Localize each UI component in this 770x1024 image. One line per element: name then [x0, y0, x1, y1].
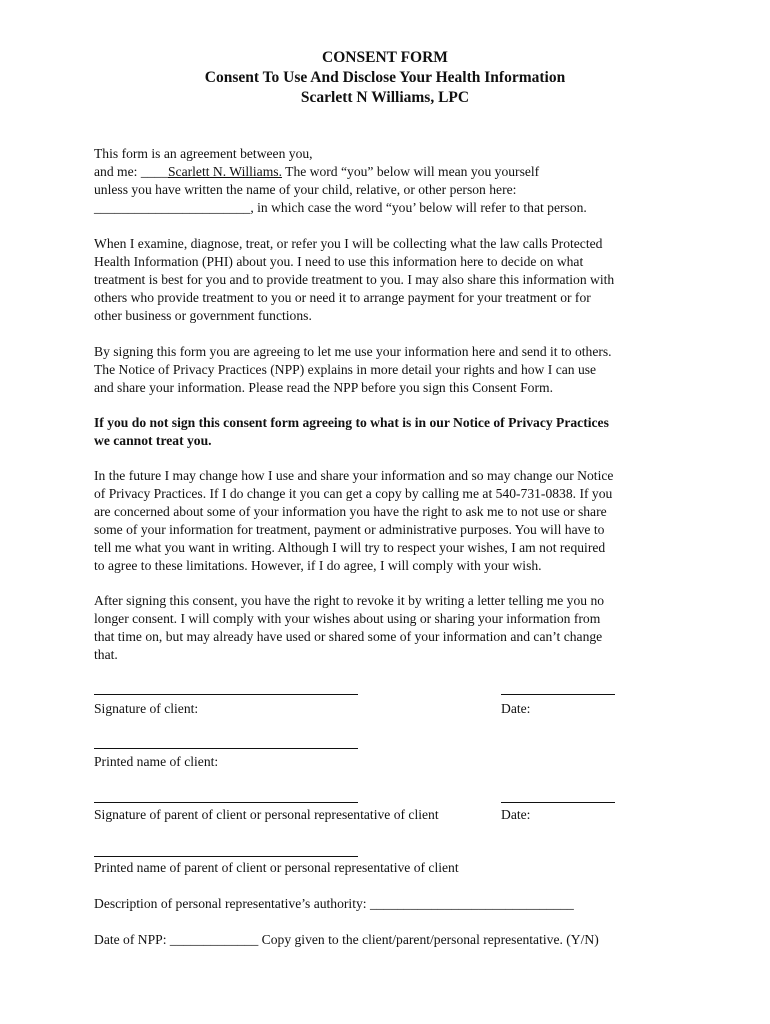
provider-name: Scarlett N Williams, LPC — [300, 89, 470, 106]
client-printed-name-line[interactable] — [94, 748, 358, 749]
paragraph-line: After signing this consent, you have the right to revoke it by writing a letter telling me you no — [94, 593, 605, 608]
paragraph-line: Health Information (PHI) about you. I need to use this information here to decide on what — [94, 254, 584, 269]
paragraph-line: that. — [94, 647, 118, 662]
paragraph-line: some of your information for treatment, payment or administrative purposes. You will have to — [94, 522, 605, 537]
rep-date-label: Date: — [501, 807, 531, 822]
paragraph-line: In the future I may change how I use and share your information and so may change our Notice — [94, 468, 614, 483]
form-header — [0, 48, 770, 108]
paragraph-line: tell me what you want in writing. Although I will try to respect your wishes, I am not required — [94, 540, 606, 555]
warning-paragraph — [94, 414, 694, 450]
form-subtitle: Consent To Use And Disclose Your Health Information — [204, 69, 566, 86]
intro-line — [94, 163, 694, 181]
client-printed-name-label: Printed name of client: — [94, 754, 219, 769]
intro-suffix: The word “you” below will mean you yourself — [281, 164, 540, 179]
client-date-label: Date: — [501, 701, 531, 716]
collection-paragraph — [94, 235, 694, 325]
paragraph-line: other business or government functions. — [94, 308, 312, 323]
paragraph-line: The Notice of Privacy Practices (NPP) explains in more detail your rights and how I can use — [94, 362, 597, 377]
rep-printed-name-label: Printed name of parent of client or personal representative of client — [94, 860, 459, 875]
paragraph-line: others who provide treatment to you or need it to arrange payment for your treatment or for — [94, 290, 591, 305]
client-date-line[interactable] — [501, 694, 615, 695]
future-changes-paragraph — [94, 467, 694, 575]
therapist-name-field[interactable]: Scarlett N. Williams. — [168, 164, 282, 179]
paragraph-line: we cannot treat you. — [94, 433, 212, 448]
other-person-name-field[interactable]: _______________________, in which case the word “you’ below will refer to that person. — [94, 200, 587, 215]
client-signature-label: Signature of client: — [94, 701, 199, 716]
rep-signature-line[interactable] — [94, 802, 358, 803]
rep-printed-name-line[interactable] — [94, 856, 358, 857]
paragraph-line: that time on, but may already have used or shared some of your information and can’t change — [94, 629, 603, 644]
client-signature-line[interactable] — [94, 694, 358, 695]
form-title: CONSENT FORM — [322, 49, 448, 66]
intro-line: unless you have written the name of your child, relative, or other person here: — [94, 182, 517, 197]
paragraph-line: and share your information. Please read the NPP before you sign this Consent Form. — [94, 380, 553, 395]
paragraph-line: If you do not sign this consent form agreeing to what is in our Notice of Privacy Practices — [94, 415, 609, 430]
rep-signature-label: Signature of parent of client or personal representative of client — [94, 807, 439, 822]
intro-paragraph — [94, 145, 694, 217]
intro-line: This form is an agreement between you, — [94, 146, 313, 161]
rep-date-line[interactable] — [501, 802, 615, 803]
paragraph-line: are concerned about some of your information you have the right to ask me to not use or share — [94, 504, 607, 519]
rep-authority-field[interactable]: Description of personal representative’s authority: ______________________________ — [94, 896, 574, 911]
paragraph-line: treatment is best for you and to provide treatment to you. I may also share this information with — [94, 272, 615, 287]
intro-prefix: and me: — [94, 164, 141, 179]
signing-paragraph — [94, 343, 694, 397]
npp-date-field[interactable]: Date of NPP: _____________ Copy given to the client/parent/personal representative. (Y/N) — [94, 932, 599, 947]
paragraph-line: When I examine, diagnose, treat, or refer you I will be collecting what the law calls Protected — [94, 236, 603, 251]
revoke-paragraph — [94, 592, 694, 664]
paragraph-line: By signing this form you are agreeing to let me use your information here and send it to others. — [94, 344, 612, 359]
paragraph-line: of Privacy Practices. If I do change it you can get a copy by calling me at 540-731-0838. If you — [94, 486, 613, 501]
paragraph-line: to agree to these limitations. However, if I do agree, I will comply with your wish. — [94, 558, 542, 573]
paragraph-line: longer consent. I will comply with your wishes about using or sharing your information from — [94, 611, 601, 626]
name-blank-lead: ____ — [140, 164, 168, 179]
